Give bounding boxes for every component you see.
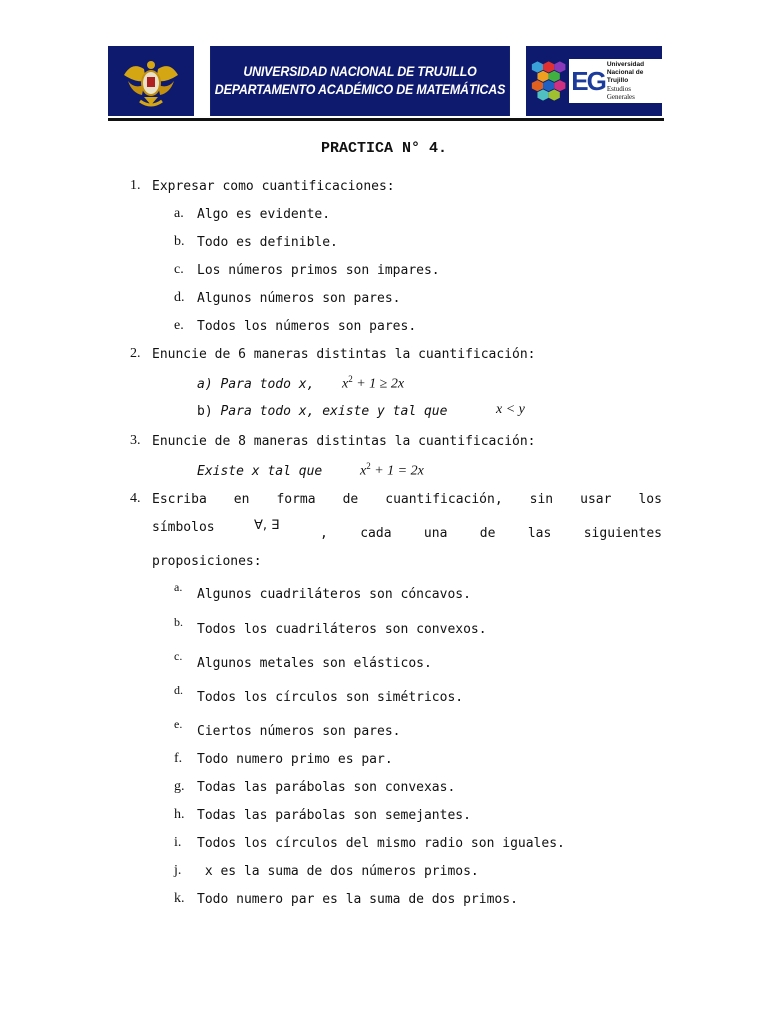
word: las [527, 526, 552, 541]
list-item: Todos los círculos del mismo radio son iguales. [197, 836, 565, 851]
question-text: Expresar como cuantificaciones: [152, 179, 395, 194]
item-label: d. [174, 683, 183, 697]
header-banner [108, 46, 662, 116]
university-crest-logo [118, 51, 184, 111]
formula-var: x [360, 463, 367, 479]
list-item: Todo numero par es la suma de dos primos. [197, 892, 518, 907]
question-number: 2. [130, 346, 141, 361]
word: de [479, 526, 496, 541]
sub-label: b) [197, 404, 213, 419]
item-label: i. [174, 835, 182, 850]
word: cada [360, 526, 392, 541]
formula-c [360, 461, 424, 480]
eg-logo-mark [569, 59, 662, 103]
question-number: 4. [130, 491, 141, 506]
list-item: Algunos números son pares. [197, 291, 401, 306]
word: Escriba [152, 492, 207, 507]
formula-b: x < y [496, 402, 525, 417]
university-crest-box [108, 46, 194, 116]
formula-exp: 2 [366, 461, 371, 471]
word: sin [529, 492, 554, 507]
list-item: Algunos cuadriláteros son cóncavos. [197, 587, 471, 602]
question-text-line1 [152, 492, 662, 507]
page-title: PRACTICA N° 4. [320, 140, 448, 157]
question-text-line2 [320, 526, 662, 541]
item-label: e. [174, 717, 183, 731]
list-item: Todos los números son pares. [197, 319, 417, 334]
header-divider [108, 118, 664, 121]
eg-text-line: Universidad [606, 61, 645, 68]
word: cuantificación, [385, 492, 503, 507]
item-label: c. [174, 649, 183, 663]
item-label: b. [174, 234, 185, 249]
formula-var: x [342, 376, 349, 392]
header-title-box [210, 46, 510, 116]
sub-text: Para todo x, existe y tal que [220, 404, 448, 419]
word: símbolos [152, 520, 215, 535]
item-label: d. [174, 290, 185, 305]
sub-text: Para todo x, [220, 377, 315, 392]
item-label: h. [174, 807, 185, 822]
word: de [342, 492, 359, 507]
item-label: k. [174, 891, 185, 906]
question-number: 3. [130, 433, 141, 448]
list-item: Algunos metales son elásticos. [197, 656, 432, 671]
department-name: DEPARTAMENTO ACADÉMICO DE MATEMÁTICAS [214, 82, 506, 97]
question-text: Enuncie de 8 maneras distintas la cuantificación: [152, 434, 536, 449]
item-label: g. [174, 779, 185, 794]
formula-a [342, 374, 404, 393]
list-item: Algo es evidente. [197, 207, 331, 222]
list-item: Todas las parábolas son convexas. [197, 780, 456, 795]
word: , [320, 526, 328, 541]
university-name: UNIVERSIDAD NACIONAL DE TRUJILLO [243, 64, 477, 79]
list-item: Todo es definible. [197, 235, 338, 250]
word: en [233, 492, 250, 507]
word: usar [580, 492, 612, 507]
eg-letters: EG [571, 65, 605, 96]
word: forma [276, 492, 316, 507]
estudios-generales-logo-box [526, 46, 662, 116]
list-item: Ciertos números son pares. [197, 724, 401, 739]
item-label: f. [174, 751, 183, 766]
item-label: b. [174, 615, 183, 629]
list-item: Todo numero primo es par. [197, 752, 393, 767]
item-label: a. [174, 580, 183, 594]
sub-text: Existe x tal que [197, 464, 323, 479]
eg-text-block [607, 61, 660, 101]
word: siguientes [583, 526, 662, 541]
quantifier-symbols: ∀, ∃ [254, 518, 280, 533]
word: una [423, 526, 448, 541]
question-text: Enuncie de 6 maneras distintas la cuantificación: [152, 347, 536, 362]
item-label: e. [174, 318, 184, 333]
question-number: 1. [130, 178, 141, 193]
eg-text-line: Estudios Generales [606, 85, 635, 101]
item-label: j. [174, 863, 182, 878]
hexagon-cluster-icon [530, 58, 567, 104]
formula-exp: 2 [348, 374, 353, 384]
item-label: a. [174, 206, 184, 221]
sub-label: a) [197, 377, 213, 392]
list-item: Todas las parábolas son semejantes. [197, 808, 471, 823]
list-item: Todos los cuadriláteros son convexos. [197, 622, 487, 637]
list-item: Todos los círculos son simétricos. [197, 690, 464, 705]
word: los [638, 492, 662, 507]
formula-rest: + 1 = 2x [370, 463, 424, 479]
question-text-line3: proposiciones: [152, 554, 262, 569]
list-item: x es la suma de dos números primos. [197, 864, 479, 879]
eg-text-line: Nacional de Trujillo [606, 69, 644, 84]
formula-rest: + 1 ≥ 2x [352, 376, 405, 392]
item-label: c. [174, 262, 184, 277]
sub-item-b [197, 404, 447, 419]
list-item: Los números primos son impares. [197, 263, 440, 278]
sub-item-a [197, 377, 314, 392]
